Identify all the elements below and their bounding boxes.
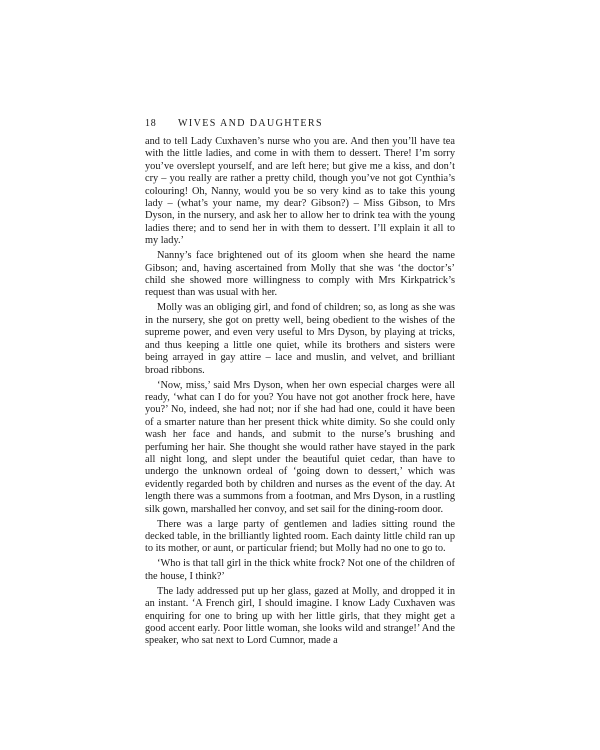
paragraph: ‘Who is that tall girl in the thick white frock? Not one of the children of the house, I think?’ xyxy=(145,558,455,582)
body-text xyxy=(145,136,455,650)
paragraph: Molly was an obliging girl, and fond of children; so, as long as she was in the nursery, she got on pretty well, being obedient to the wishes of the supreme power, and even very useful to Mrs Dyson, by playing at tricks, and thus keeping a little one quiet, while its brothers and sisters were being arrayed in gay attire – lace and muslin, and velvet, and brilliant broad ribbons. xyxy=(145,302,455,376)
paragraph: Nanny’s face brightened out of its gloom when she heard the name Gibson; and, having ascertained from Molly that she was ‘the doctor’s’ child she showed more willingness to comply with Mrs Kirkpatrick’s request than was usual with her. xyxy=(145,250,455,299)
paragraph: There was a large party of gentlemen and ladies sitting round the decked table, in the brilliantly lighted room. Each dainty little child ran up to its mother, or aunt, or particular friend; but Molly had no one to go to. xyxy=(145,518,455,555)
book-title: WIVES AND DAUGHTERS xyxy=(178,118,323,129)
paragraph: and to tell Lady Cuxhaven’s nurse who you are. And then you’ll have tea with the little ladies, and come in with them to dessert. There! I’m sorry you’ve overslept yourself, and are left here; but give me a kiss, and don’t cry – you really are rather a pretty child, though you’ve not got Cynthia’s colouring! Oh, Nanny, would you be so very kind as to take this young lady – (what’s your name, my dear? Gibson?) – Miss Gibson, to Mrs Dyson, in the nursery, and ask her to allow her to drink tea with the young ladies there; and to send her in with them to dessert. I’ll explain it all to my lady.’ xyxy=(145,136,455,247)
paragraph: ‘Now, miss,’ said Mrs Dyson, when her own especial charges were all ready, ‘what can I do for you? You have not got another frock here, have you?’ No, indeed, she had not; nor if she had had one, could it have been of a smarter nature than her present thick white dimity. So she could only wash her face and hands, and submit to the nurse’s brushing and perfuming her hair. She thought she would rather have stayed in the park all night long, and slept under the beautiful quiet cedar, than have to undergo the unknown ordeal of ‘going down to dessert,’ which was evidently regarded both by children and nurses as the event of the day. At length there was a summons from a footman, and Mrs Dyson, in a rustling silk gown, marshalled her convoy, and set sail for the dining-room door. xyxy=(145,379,455,515)
paragraph: The lady addressed put up her glass, gazed at Molly, and dropped it in an instant. ‘A French girl, I should imagine. I know Lady Cuxhaven was enquiring for one to bring up with her little girls, that they might get a good accent early. Poor little woman, she looks wild and strange!’ And the speaker, who sat next to Lord Cumnor, made a xyxy=(145,585,455,647)
running-head xyxy=(145,118,455,134)
page-number: 18 xyxy=(145,118,157,129)
